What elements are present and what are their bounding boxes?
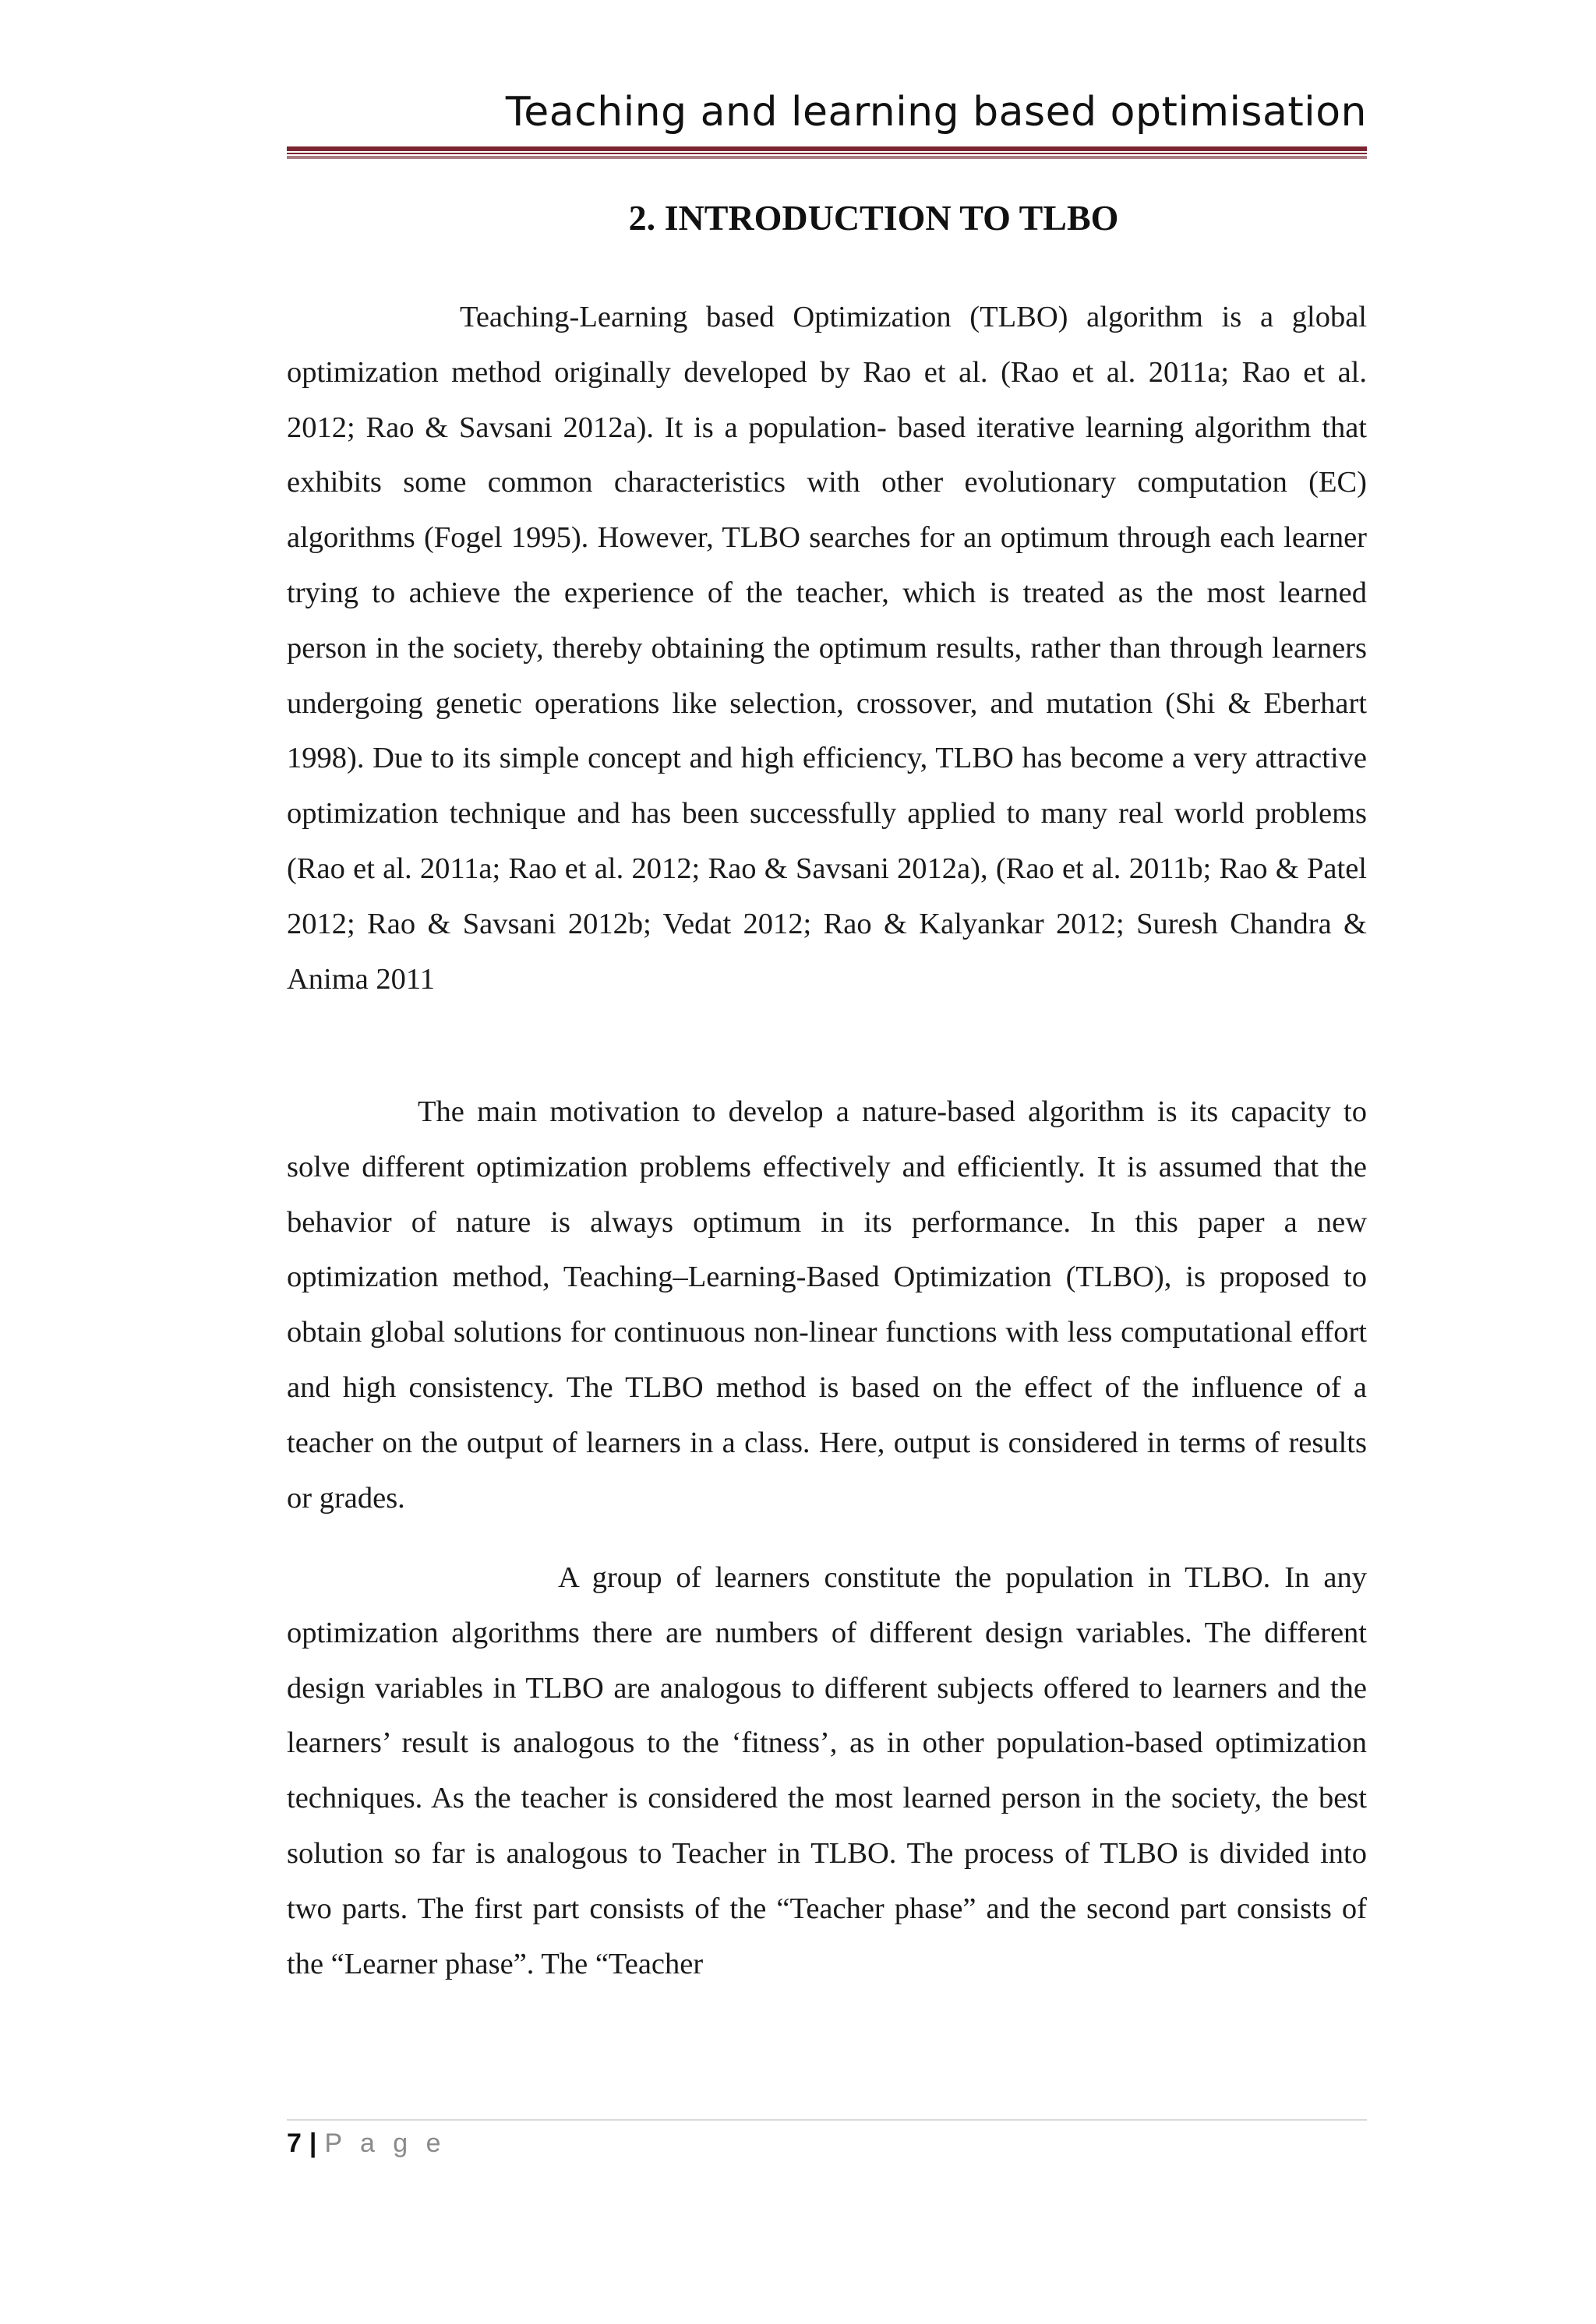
header-rule-thick-line — [287, 146, 1367, 151]
paragraph-2: The main motivation to develop a nature-based algorithm is its capacity to solve different optimization problems effectively and efficiently. It is assumed that the behavior of nature is always optimum in its performance. In this paper a new optimization method, Teaching–Learning-Based Optimization (TLBO), is proposed to obtain global solutions for continuous non-linear functions with less computational effort and high consistency. The TLBO method is based on the effect of the influence of a teacher on the output of learners in a class. Here, output is considered in terms of results or grades. — [287, 1095, 1367, 1515]
header-rule-light-line — [287, 156, 1367, 159]
footer-separator: | — [309, 2128, 317, 2158]
paragraph-3: A group of learners constitute the population in TLBO. In any optimization algorithms there are numbers of different design variables. The different design variables in TLBO are analogous to different subjects offered to learners and the learners’ result is analogous to the ‘fitness’, as in other population-based optimization techniques. As the teacher is considered the most learned person in the society, the best solution so far is analogous to Teacher in TLBO. The process of TLBO is divided into two parts. The first part consists of the “Teacher phase” and the second part consists of the “Learner phase”. The “Teacher — [287, 1561, 1367, 1980]
running-header-title: Teaching and learning based optimisation — [505, 89, 1367, 136]
page-label: P a g e — [324, 2128, 447, 2158]
footer-rule — [287, 2119, 1367, 2121]
page-footer — [287, 2130, 447, 2156]
page-number: 7 — [287, 2128, 302, 2158]
header-rule — [287, 146, 1367, 159]
header-rule-thin-line — [287, 153, 1367, 154]
paragraph-1: Teaching-Learning based Optimization (TLBO) algorithm is a global optimization method originally developed by Rao et al. (Rao et al. 2011a; Rao et al. 2012; Rao & Savsani 2012a). It is a population- based iterative learning algorithm that exhibits some common characteristics with other evolutionary computation (EC) algorithms (Fogel 1995). However, TLBO searches for an optimum through each learner trying to achieve the experience of the teacher, which is treated as the most learned person in the society, thereby obtaining the optimum results, rather than through learners undergoing genetic operations like selection, crossover, and mutation (Shi & Eberhart 1998). Due to its simple concept and high efficiency, TLBO has become a very attractive optimization technique and has been successfully applied to many real world problems (Rao et al. 2011a; Rao et al. 2012; Rao & Savsani 2012a), (Rao et al. 2011b; Rao & Patel 2012; Rao & Savsani 2012b; Vedat 2012; Rao & Kalyankar 2012; Suresh Chandra & Anima 2011 — [287, 301, 1367, 996]
section-title: 2. INTRODUCTION TO TLBO — [628, 198, 1119, 238]
